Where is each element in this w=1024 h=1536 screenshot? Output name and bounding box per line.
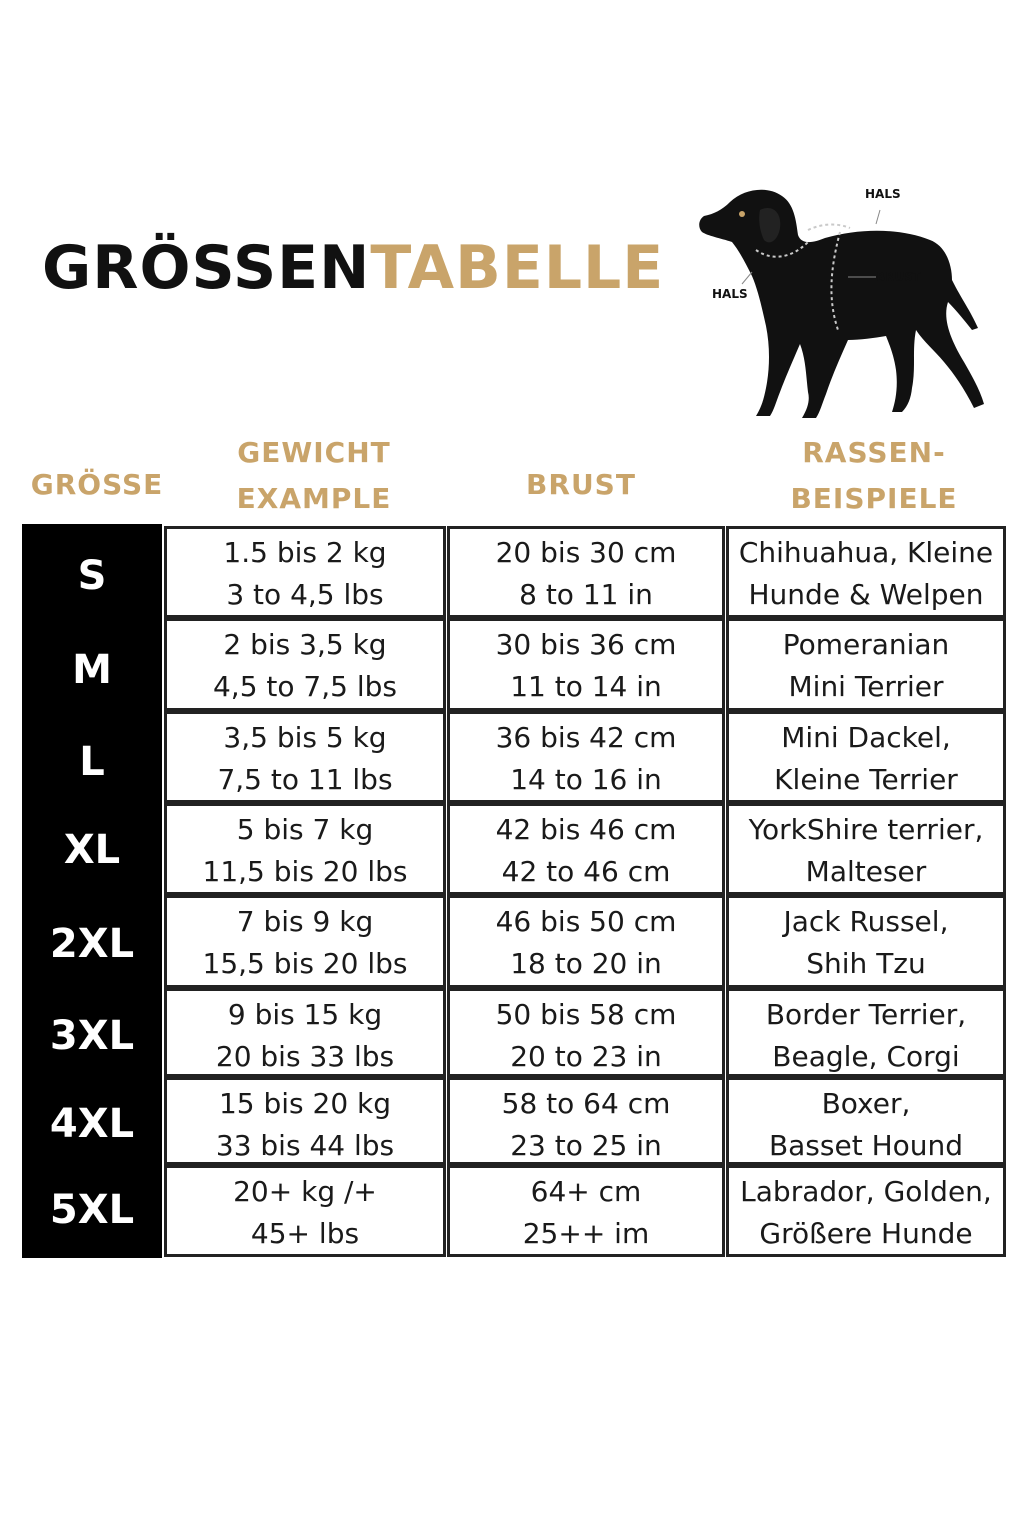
brust-label: BRUST [876, 270, 921, 284]
size-label: XL [63, 827, 121, 873]
breeds-cell: Jack Russel, Shih Tzu [726, 895, 1006, 988]
breeds-cell: Mini Dackel, Kleine Terrier [726, 711, 1006, 803]
hals-label-left: HALS [712, 287, 748, 301]
title-part-dark: GRÖSSEN [42, 233, 371, 303]
header-weight: GEWICHT EXAMPLE [236, 436, 392, 515]
size-label: 5XL [49, 1187, 135, 1233]
header-chest: BRUST [526, 468, 636, 501]
breeds-cell: Chihuahua, Kleine Hunde & Welpen [726, 526, 1006, 618]
chest-cell: 36 bis 42 cm 14 to 16 in [447, 711, 725, 803]
size-column [22, 524, 162, 1258]
dog-silhouette [699, 190, 984, 418]
chest-cell: 42 bis 46 cm 42 to 46 cm [447, 803, 725, 895]
size-label: 3XL [49, 1013, 135, 1059]
size-label: M [72, 647, 112, 693]
weight-cell: 1.5 bis 2 kg 3 to 4,5 lbs [164, 526, 446, 618]
weight-cell: 15 bis 20 kg 33 bis 44 lbs [164, 1077, 446, 1165]
hals-label-top: HALS [865, 187, 901, 201]
neck-measure-line-2 [808, 225, 850, 231]
breeds-cell: Pomeranian Mini Terrier [726, 618, 1006, 711]
title-part-gold: TABELLE [370, 233, 665, 303]
chest-cell: 30 bis 36 cm 11 to 14 in [447, 618, 725, 711]
weight-cell: 3,5 bis 5 kg 7,5 to 11 lbs [164, 711, 446, 803]
breeds-cell: YorkShire terrier, Malteser [726, 803, 1006, 895]
weight-cell: 7 bis 9 kg 15,5 bis 20 lbs [164, 895, 446, 988]
size-label: L [79, 739, 105, 785]
dog-eye [739, 211, 745, 217]
chest-cell: 20 bis 30 cm 8 to 11 in [447, 526, 725, 618]
page-title [42, 232, 664, 304]
weight-cell: 20+ kg /+ 45+ lbs [164, 1165, 446, 1257]
breeds-cell: Labrador, Golden, Größere Hunde [726, 1165, 1006, 1257]
header-size: GRÖSSE [30, 468, 164, 501]
chest-cell: 64+ cm 25++ im [447, 1165, 725, 1257]
chest-cell: 46 bis 50 cm 18 to 20 in [447, 895, 725, 988]
breeds-cell: Border Terrier, Beagle, Corgi [726, 988, 1006, 1077]
size-label: 2XL [49, 921, 135, 967]
dog-measurement-illustration [690, 180, 990, 425]
weight-cell: 2 bis 3,5 kg 4,5 to 7,5 lbs [164, 618, 446, 711]
chest-cell: 50 bis 58 cm 20 to 23 in [447, 988, 725, 1077]
breeds-cell: Boxer, Basset Hound [726, 1077, 1006, 1165]
header-breeds: RASSEN- BEISPIELE [790, 436, 958, 515]
chest-cell: 58 to 64 cm 23 to 25 in [447, 1077, 725, 1165]
weight-cell: 9 bis 15 kg 20 bis 33 lbs [164, 988, 446, 1077]
size-label: S [77, 553, 107, 599]
size-label: 4XL [49, 1101, 135, 1147]
weight-cell: 5 bis 7 kg 11,5 bis 20 lbs [164, 803, 446, 895]
